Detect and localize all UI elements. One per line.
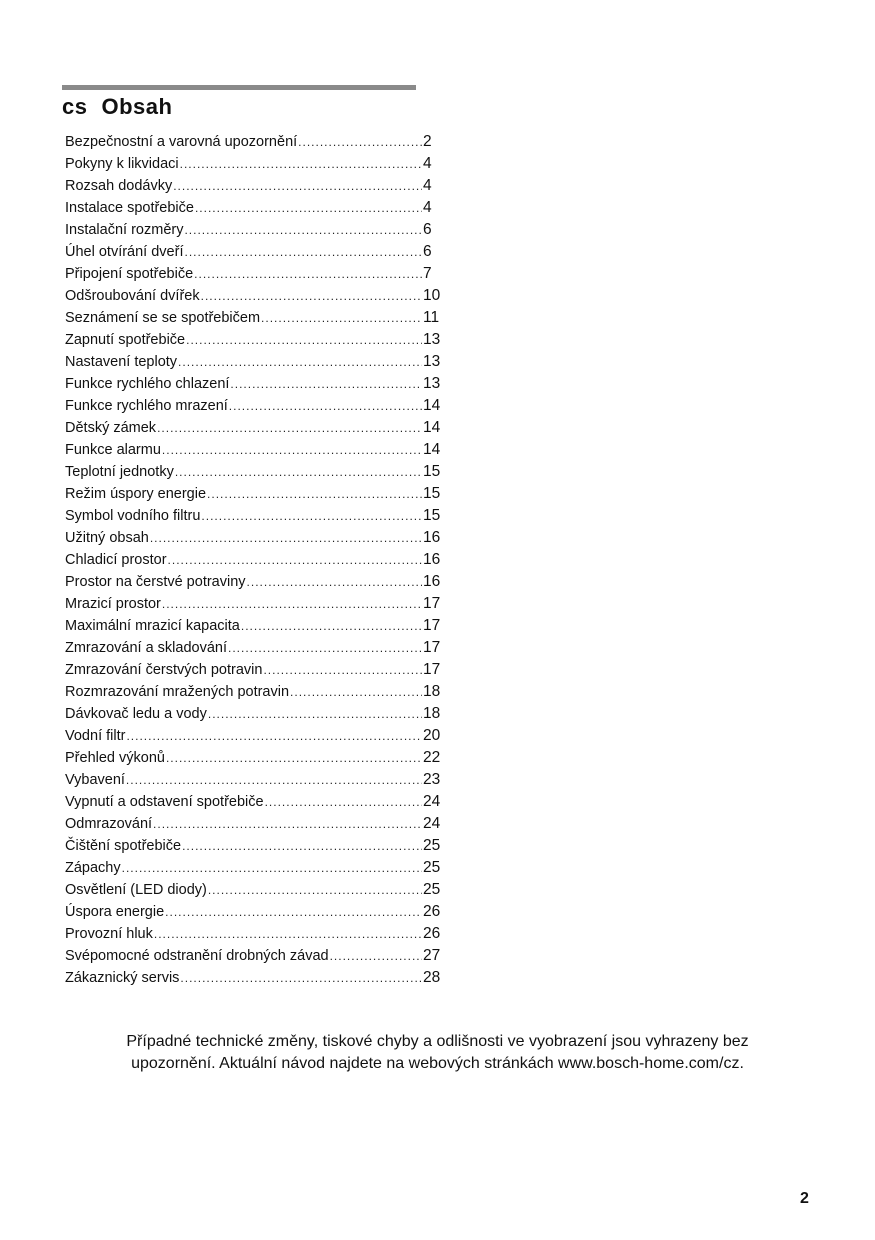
toc-dot-leader: [247, 571, 422, 593]
toc-dot-leader: [330, 945, 422, 967]
toc-entry: [65, 791, 445, 813]
toc-entry-page: 26: [423, 903, 441, 920]
toc-entry: [65, 373, 445, 395]
toc-entry-page: 13: [423, 353, 441, 370]
toc-entry-title: Osvětlení (LED diody): [65, 882, 207, 898]
toc-entry-title: Funkce rychlého chlazení: [65, 376, 230, 392]
toc-entry: [65, 131, 445, 153]
toc-entry-page: 15: [423, 485, 441, 502]
toc-entry: [65, 879, 445, 901]
toc-entry-page: 15: [423, 507, 441, 524]
toc-entry-page: 18: [423, 705, 441, 722]
toc-dot-leader: [182, 835, 422, 857]
toc-entry: [65, 197, 445, 219]
toc-entry: [65, 923, 445, 945]
toc-entry: [65, 351, 445, 373]
toc-dot-leader: [207, 483, 422, 505]
toc-dot-leader: [201, 505, 422, 527]
toc-entry-title: Čištění spotřebiče: [65, 838, 182, 854]
footer-note: [40, 1031, 835, 1075]
toc-dot-leader: [229, 395, 422, 417]
toc-entry-title: Instalace spotřebiče: [65, 200, 194, 216]
title-text: Obsah: [101, 94, 173, 119]
toc-dot-leader: [154, 923, 422, 945]
toc-entry: [65, 329, 445, 351]
toc-entry-page: 17: [423, 617, 441, 634]
toc-dot-leader: [241, 615, 422, 637]
toc-entry-title: Připojení spotřebiče: [65, 266, 194, 282]
toc-entry-page: 17: [423, 639, 441, 656]
toc-entry: [65, 857, 445, 879]
toc-entry-title: Pokyny k likvidaci: [65, 156, 179, 172]
toc-entry-page: 14: [423, 419, 441, 436]
toc-dot-leader: [150, 527, 422, 549]
toc-dot-leader: [184, 241, 422, 263]
page-number: 2: [800, 1190, 809, 1207]
toc-entry-page: 18: [423, 683, 441, 700]
toc-entry-page: 22: [423, 749, 441, 766]
toc-entry-title: Prostor na čerstvé potraviny: [65, 574, 246, 590]
toc-entry-page: 6: [423, 243, 432, 260]
toc-entry-page: 24: [423, 815, 441, 832]
toc-entry: [65, 637, 445, 659]
toc-dot-leader: [230, 373, 422, 395]
toc-dot-leader: [157, 417, 422, 439]
toc-dot-leader: [261, 307, 422, 329]
toc-entry: [65, 593, 445, 615]
toc-dot-leader: [126, 769, 422, 791]
toc-dot-leader: [173, 175, 422, 197]
toc-entry-page: 6: [423, 221, 432, 238]
toc-entry-title: Rozmrazování mražených potravin: [65, 684, 290, 700]
toc-dot-leader: [186, 329, 422, 351]
footer-note-line-2: upozornění. Aktuální návod najdete na webových stránkách www.bosch-home.com/cz.: [131, 1055, 744, 1072]
toc-entry-page: 25: [423, 859, 441, 876]
toc-dot-leader: [265, 791, 422, 813]
toc-entry-title: Nastavení teploty: [65, 354, 178, 370]
toc-entry-page: 2: [423, 133, 432, 150]
toc-dot-leader: [153, 813, 422, 835]
toc-entry-title: Provozní hluk: [65, 926, 153, 942]
toc-dot-leader: [165, 901, 422, 923]
toc-entry-title: Chladicí prostor: [65, 552, 167, 568]
toc-entry: [65, 725, 445, 747]
toc-entry-title: Zákaznický servis: [65, 970, 180, 986]
toc-entry: [65, 263, 445, 285]
toc-entry-page: 23: [423, 771, 441, 788]
page-title: [62, 94, 172, 120]
toc-entry-title: Vodní filtr: [65, 728, 126, 744]
toc-entry-page: 11: [423, 309, 440, 326]
toc-entry-page: 16: [423, 573, 441, 590]
toc-entry: [65, 461, 445, 483]
toc-entry-title: Odšroubování dvířek: [65, 288, 200, 304]
toc-dot-leader: [184, 219, 422, 241]
toc-entry: [65, 681, 445, 703]
toc-dot-leader: [162, 593, 422, 615]
toc-entry: [65, 659, 445, 681]
toc-dot-leader: [166, 747, 422, 769]
toc-entry: [65, 417, 445, 439]
toc-entry: [65, 945, 445, 967]
toc-entry-page: 7: [423, 265, 432, 282]
toc-entry-page: 27: [423, 947, 441, 964]
toc-entry-page: 26: [423, 925, 441, 942]
toc-dot-leader: [194, 263, 422, 285]
toc-entry-title: Dávkovač ledu a vody: [65, 706, 207, 722]
footer-note-line-1: Případné technické změny, tiskové chyby a odlišnosti ve vyobrazení jsou vyhrazeny bez: [126, 1033, 749, 1050]
toc-entry-page: 16: [423, 551, 441, 568]
toc-entry-title: Přehled výkonů: [65, 750, 165, 766]
toc-dot-leader: [126, 725, 422, 747]
toc-dot-leader: [290, 681, 422, 703]
toc-entry-title: Funkce rychlého mrazení: [65, 398, 228, 414]
toc-dot-leader: [180, 153, 422, 175]
toc-entry: [65, 813, 445, 835]
toc-entry-title: Vybavení: [65, 772, 125, 788]
toc-entry-title: Funkce alarmu: [65, 442, 161, 458]
toc-entry-page: 16: [423, 529, 441, 546]
toc-entry-title: Zmrazování a skladování: [65, 640, 227, 656]
toc-entry-title: Úhel otvírání dveří: [65, 244, 184, 260]
toc-entry: [65, 527, 445, 549]
toc-entry: [65, 175, 445, 197]
toc-entry-page: 17: [423, 595, 441, 612]
toc-entry: [65, 615, 445, 637]
toc-entry-title: Zapnutí spotřebiče: [65, 332, 186, 348]
toc-dot-leader: [263, 659, 422, 681]
toc-entry-title: Dětský zámek: [65, 420, 157, 436]
toc-dot-leader: [175, 461, 422, 483]
toc-entry-title: Bezpečnostní a varovná upozornění: [65, 134, 298, 150]
toc-entry: [65, 747, 445, 769]
toc-entry-title: Odmrazování: [65, 816, 153, 832]
toc-entry-page: 24: [423, 793, 441, 810]
toc-dot-leader: [201, 285, 422, 307]
toc-entry-title: Rozsah dodávky: [65, 178, 173, 194]
toc-dot-leader: [298, 131, 422, 153]
toc-entry-page: 4: [423, 177, 432, 194]
toc-entry-title: Užitný obsah: [65, 530, 149, 546]
header-rule: [62, 85, 416, 90]
toc-entry-title: Mrazicí prostor: [65, 596, 161, 612]
toc-entry: [65, 307, 445, 329]
toc-dot-leader: [208, 703, 422, 725]
toc-entry-title: Seznámení se se spotřebičem: [65, 310, 261, 326]
toc-entry-page: 20: [423, 727, 441, 744]
language-code: cs: [62, 94, 88, 119]
toc-entry: [65, 549, 445, 571]
toc-entry: [65, 395, 445, 417]
toc-entry: [65, 285, 445, 307]
toc-dot-leader: [228, 637, 422, 659]
toc-dot-leader: [180, 967, 422, 989]
toc-entry-title: Zápachy: [65, 860, 121, 876]
toc-entry-page: 15: [423, 463, 441, 480]
toc-entry-page: 4: [423, 199, 432, 216]
toc-dot-leader: [195, 197, 422, 219]
toc-entry-title: Úspora energie: [65, 904, 165, 920]
toc-entry-page: 10: [423, 287, 441, 304]
toc-entry-title: Instalační rozměry: [65, 222, 184, 238]
toc-dot-leader: [178, 351, 422, 373]
toc-entry: [65, 769, 445, 791]
toc-entry: [65, 835, 445, 857]
toc-entry-page: 17: [423, 661, 441, 678]
toc-entry-page: 4: [423, 155, 432, 172]
toc-entry: [65, 967, 445, 989]
toc-entry: [65, 219, 445, 241]
toc-entry-page: 25: [423, 837, 441, 854]
toc-entry: [65, 505, 445, 527]
toc-dot-leader: [168, 549, 422, 571]
toc-entry: [65, 483, 445, 505]
toc-dot-leader: [208, 879, 422, 901]
toc-entry: [65, 571, 445, 593]
table-of-contents: [65, 131, 445, 989]
toc-entry-page: 28: [423, 969, 441, 986]
toc-dot-leader: [162, 439, 422, 461]
toc-entry-title: Teplotní jednotky: [65, 464, 174, 480]
toc-entry-title: Maximální mrazicí kapacita: [65, 618, 240, 634]
toc-entry-page: 13: [423, 375, 441, 392]
toc-entry-page: 14: [423, 441, 441, 458]
toc-entry: [65, 439, 445, 461]
toc-entry-title: Vypnutí a odstavení spotřebiče: [65, 794, 264, 810]
toc-entry-page: 14: [423, 397, 441, 414]
toc-entry: [65, 153, 445, 175]
toc-entry-page: 25: [423, 881, 441, 898]
toc-entry-title: Svépomocné odstranění drobných závad: [65, 948, 329, 964]
toc-entry-title: Režim úspory energie: [65, 486, 207, 502]
toc-dot-leader: [122, 857, 422, 879]
toc-entry-page: 13: [423, 331, 441, 348]
toc-entry-title: Symbol vodního filtru: [65, 508, 201, 524]
toc-entry: [65, 241, 445, 263]
toc-entry: [65, 901, 445, 923]
toc-entry: [65, 703, 445, 725]
toc-entry-title: Zmrazování čerstvých potravin: [65, 662, 263, 678]
